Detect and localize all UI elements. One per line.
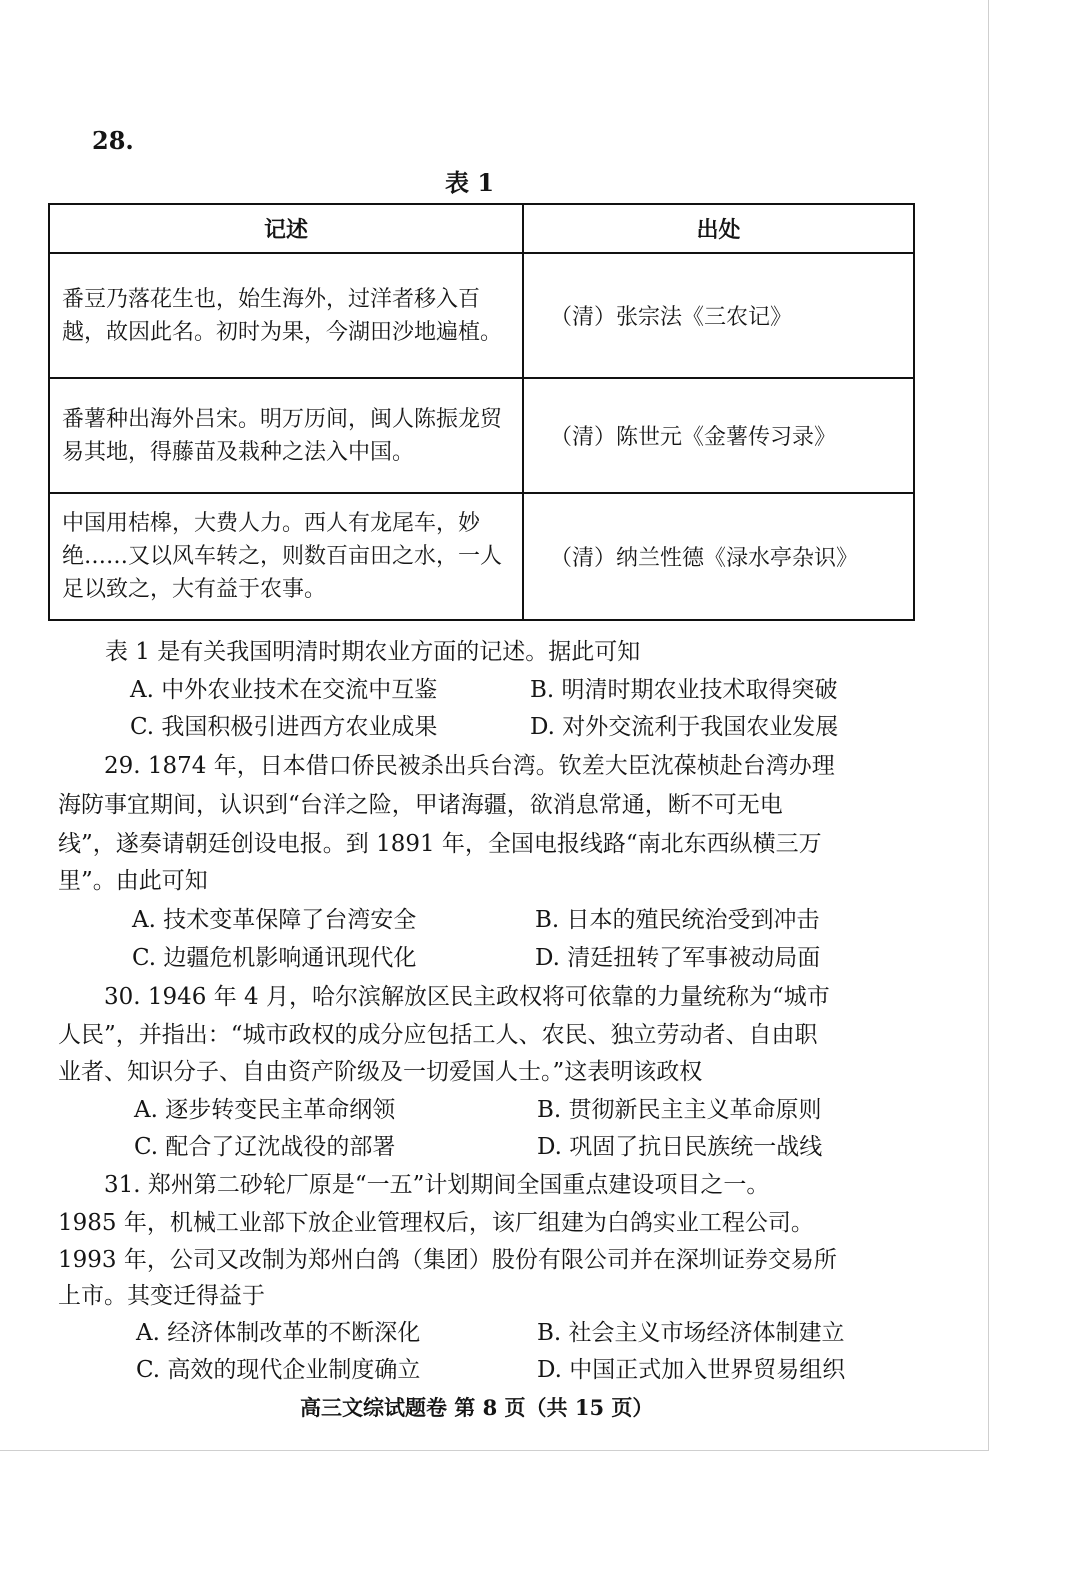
question-31-line: 上市。其变迁得益于: [58, 1283, 265, 1309]
question-28-stem: 表 1 是有关我国明清时期农业方面的记述。据此可知: [105, 639, 641, 665]
question-29-line: 29. 1874 年，日本借口侨民被杀出兵台湾。钦差大臣沈葆桢赴台湾办理: [104, 753, 835, 779]
question-29-line: 线”，遂奏请朝廷创设电报。到 1891 年，全国电报线路“南北东西纵横三万: [58, 831, 822, 857]
record-source: （清）陈世元《金薯传习录》: [523, 378, 914, 493]
q30-option-a: A. 逐步转变民主革命纲领: [134, 1097, 396, 1123]
table-row: [49, 378, 914, 493]
q30-option-b: B. 贯彻新民主主义革命原则: [537, 1097, 822, 1123]
record-text: 番豆乃落花生也，始生海外，过洋者移入百越，故因此名。初时为果，今湖田沙地遍植。: [49, 253, 523, 378]
table-caption: 表 1: [445, 168, 495, 197]
question-29-line: 里”。由此可知: [58, 868, 208, 894]
question-28-number: 28.: [92, 126, 134, 155]
q29-option-c: C. 边疆危机影响通讯现代化: [132, 945, 417, 971]
q31-option-c: C. 高效的现代企业制度确立: [136, 1357, 421, 1383]
record-source: （清）张宗法《三农记》: [523, 253, 914, 378]
q30-option-c: C. 配合了辽沈战役的部署: [134, 1134, 396, 1160]
question-31-line: 1993 年，公司又改制为郑州白鸽（集团）股份有限公司并在深圳证券交易所: [58, 1247, 837, 1273]
q28-option-d: D. 对外交流利于我国农业发展: [530, 714, 839, 740]
q31-option-d: D. 中国正式加入世界贸易组织: [537, 1357, 846, 1383]
question-31-line: 31. 郑州第二砂轮厂原是“一五”计划期间全国重点建设项目之一。: [104, 1172, 770, 1198]
record-source: （清）纳兰性德《渌水亭杂识》: [523, 493, 914, 620]
q28-option-c: C. 我国积极引进西方农业成果: [130, 714, 438, 740]
q28-option-b: B. 明清时期农业技术取得突破: [530, 677, 838, 703]
q29-option-d: D. 清廷扭转了军事被动局面: [535, 945, 821, 971]
q30-option-d: D. 巩固了抗日民族统一战线: [537, 1134, 823, 1160]
q28-option-a: A. 中外农业技术在交流中互鉴: [130, 677, 438, 703]
page-footer: 高三文综试题卷 第 8 页（共 15 页）: [300, 1395, 654, 1420]
column-header-record: 记述: [49, 204, 523, 253]
question-31-line: 1985 年，机械工业部下放企业管理权后，该厂组建为白鸽实业工程公司。: [58, 1210, 814, 1236]
records-table: [48, 203, 915, 621]
record-text: 中国用桔槔，大费人力。西人有龙尾车，妙绝……又以风车转之，则数百亩田之水，一人足以致之，大有益于农事。: [49, 493, 523, 620]
record-text: 番薯种出海外吕宋。明万历间，闽人陈振龙贸易其地，得藤苗及栽种之法入中国。: [49, 378, 523, 493]
q31-option-a: A. 经济体制改革的不断深化: [136, 1320, 421, 1346]
q29-option-b: B. 日本的殖民统治受到冲击: [535, 907, 820, 933]
question-29-line: 海防事宜期间，认识到“台洋之险，甲诸海疆，欲消息常通，断不可无电: [58, 792, 783, 818]
question-30-line: 30. 1946 年 4 月，哈尔滨解放区民主政权将可依靠的力量统称为“城市: [104, 984, 830, 1010]
table-row: [49, 493, 914, 620]
table-row: [49, 253, 914, 378]
column-header-source: 出处: [523, 204, 914, 253]
question-30-line: 人民”，并指出：“城市政权的成分应包括工人、农民、独立劳动者、自由职: [58, 1022, 818, 1048]
question-30-line: 业者、知识分子、自由资产阶级及一切爱国人士。”这表明该政权: [58, 1059, 703, 1085]
table-header-row: [49, 204, 914, 253]
q31-option-b: B. 社会主义市场经济体制建立: [537, 1320, 845, 1346]
q29-option-a: A. 技术变革保障了台湾安全: [132, 907, 417, 933]
